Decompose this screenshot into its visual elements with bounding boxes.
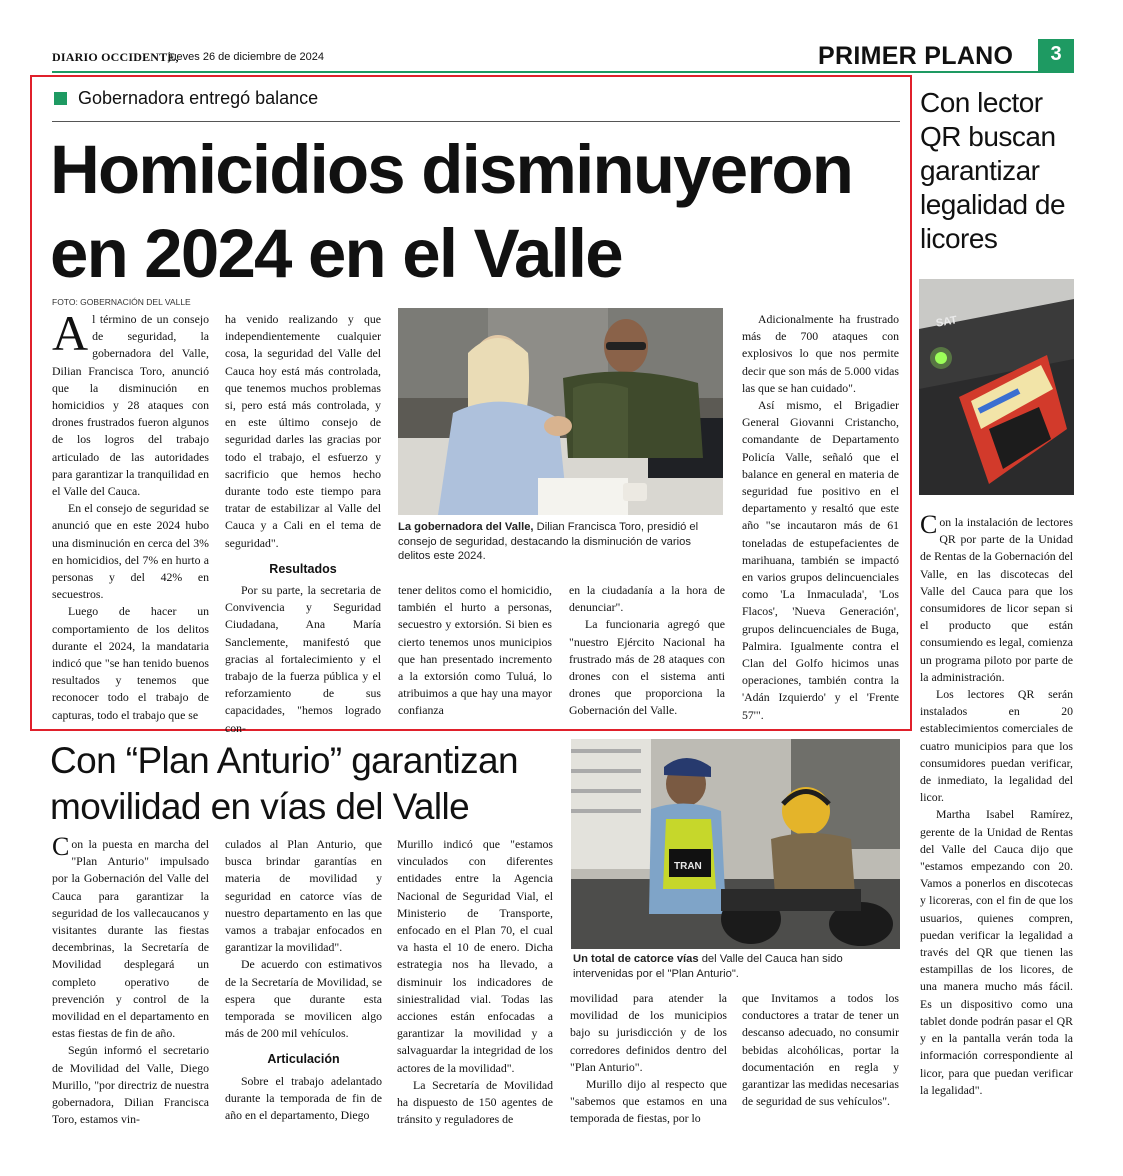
second-col-3 xyxy=(397,836,553,1128)
paper-name: DIARIO OCCIDENTE, xyxy=(52,50,179,64)
main-col-2 xyxy=(225,311,381,737)
paragraph: Murillo indicó que "estamos vinculados con diferentes entidades entre la Agencia Nacional de Seguridad Vial, el Ministerio de Transporte, enfocado en el Plan 70, el cual va hasta el 10 de enero. Dicha estrategia nos ha llevado, a disminuir los indicadores de siniestralidad vial. Todas las acciones están enfocadas a garantizar la movilidad y a salvaguardar la integridad de los actores de la movilidad". xyxy=(397,837,553,1075)
traffic-agent-photo-caption: Un total de catorce vías del Valle del Cauca han sido intervenidas por el "Plan Anturio". xyxy=(573,953,843,980)
kicker-square-icon xyxy=(54,92,67,105)
paragraph: Por su parte, la secretaria de Convivencia y Seguridad Ciudadana, Ana María Sanclemente, manifestó que gracias al fortalecimiento y el trabajo de la fuerza pública y el reforzamiento de sus capacidades, "hemos logrado con- xyxy=(225,583,381,735)
traffic-agent-photo xyxy=(571,739,900,949)
second-col-1: Con la puesta en marcha del "Plan Anturio" impulsado por la Gobernación del Valle del Cauca para garantizar la seguridad de los vallecaucanos y visitantes durante las fiestas decembrinas, la Secretaría de Movilidad desplegará un completo operativo de prevención y control de la movilidad en el departamento en estas fiestas de fin de año. Según informó el secretario de Movilidad del Valle, Diego Murillo, "por directriz de nuestra gobernadora, Dilian Francisca Toro, estamos vin- xyxy=(52,836,209,1128)
page-number: 3 xyxy=(1038,39,1074,71)
second-headline xyxy=(50,738,562,830)
paragraph: movilidad para atender la movilidad de los municipios bajo su jurisdicción y de los corredores definidos dentro del "Plan Anturio". xyxy=(570,991,727,1074)
main-col-1: Al término de un consejo de seguridad, la gobernadora del Valle, Dilian Francisca Toro, anunció que la disminución en homicidios y 28 ataques con drones frustrados fueron algunos de los logros del trabajo articulado de las autoridades para garantizar la tranquilidad en el Valle del Cauca. En el consejo de seguridad se anunció que en este 2024 hubo una disminución en cerca del 3% en homicidios, del 7% en hurto a personas y del 42% en secuestros. Luego de hacer un comportamiento de los delitos durante el 2024, la mandataria indicó que "se han tenido buenos resultados y tenemos que reconocer todo el trabajo de capturas, todo el trabajo que se xyxy=(52,311,209,724)
side-headline: Con lector QR buscan garantizar legalidad de licores xyxy=(920,87,1066,254)
paragraph: ha venido realizando y que independientemente cualquier cosa, la seguridad del Valle del Cauca hoy está más controlada, que tenemos muchos problemas si, pero está más controlada, y en este último consejo de seguridad darles las gracias por todo el trabajo, el esfuerzo y sacrificio que hemos hecho durante todo este tiempo para tratar de estabilizar al Valle del Cauca y a Cali en el tema de seguridad". xyxy=(225,312,381,550)
drop-cap: C xyxy=(920,510,938,539)
section-title: PRIMER PLANO xyxy=(818,42,1014,70)
vest-label: TRAN xyxy=(674,861,702,872)
kicker xyxy=(52,88,900,122)
main-headline xyxy=(50,128,910,296)
paragraph: De acuerdo con estimativos de la Secretaría de Movilidad, se espera que durante esta temporada se movilicen algo más de 200 mil vehículos. xyxy=(225,957,382,1041)
page-header xyxy=(52,44,1074,74)
main-headline-line1: Homicidios disminuyeron xyxy=(50,131,853,208)
paragraph: Los lectores QR serán instalados en 20 establecimientos comerciales de cuatro municipios para que los consumidores puedan verificar, de inmediato, la legalidad del licor. xyxy=(920,687,1073,805)
paragraph: culados al Plan Anturio, que busca brindar garantías en materia de movilidad y seguridad en catorce vías de nuestro departamento en las que vamos a trabajar enfocados en garantizar la movilidad". xyxy=(225,837,382,955)
qr-reader-photo-image xyxy=(919,279,1074,495)
governor-photo-caption: La gobernadora del Valle, Dilian Francisca Toro, presidió el consejo de seguridad, destacando la disminución de varios delitos este 2024. xyxy=(398,521,699,562)
side-body: Con la instalación de lectores QR por parte de la Unidad de Rentas de la Gobernación del Valle, en las discotecas del Valle del Cauca para que los consumidores de licor sepan si el producto que están consumiendo es legal, comienza un programa piloto por parte de la administración. Los lectores QR serán instalados en 20 establecimientos comerciales de cuatro municipios para que los consumidores puedan verificar, de inmediato, la legalidad del licor. Martha Isabel Ramírez, gerente de la Unidad de Rentas del Valle del Cauca dijo que "estamos empezando con 20. Vamos a ponerlos en discotecas y licoreras, con el fin de que los usuarios, quienes compren, puedan verificar la legalidad a través del QR que tienen las estampillas de los licores, de una manera mucho más fácil. Es un dispositivo como una tablet donde podrán pasar el QR y en la pantalla verán toda la información correspondiente al licor, para que puedan verificar la legalidad". xyxy=(920,514,1073,1099)
main-col-3 xyxy=(398,582,552,720)
second-col-2 xyxy=(225,836,382,1124)
paragraph: que Invitamos a todos los conductores a tratar de tener un descanso adecuado, no consumir bebidas alcohólicas, portar la documentación en regla y garantizar las medidas necesarias de seguridad de sus vehículos". xyxy=(742,991,899,1109)
main-headline-line2: en 2024 en el Valle xyxy=(50,215,622,292)
paragraph: Según informó el secretario de Movilidad del Valle, Diego Murillo, "por directriz de nuestra gobernadora, Dilian Francisca Toro, estamos vin- xyxy=(52,1043,209,1127)
photo-credit: FOTO: GOBERNACIÓN DEL VALLE xyxy=(52,297,191,307)
paragraph: Así mismo, el Brigadier General Giovanni Cristancho, comandante de Departamento Policía Valle, señaló que el balance en general en materia de seguridad fue positivo en el departamento y resaltó que este año "se incautaron más de 61 toneladas de estupefacientes de marihuana, también se impactó en varios grupos delincuenciales como 'La Inmaculada', 'Los Flacos', 'Nueva Generación', grupos delincuenciales de Buga, Palmira. Igualmente contra el Clan del Golfo hicimos unas operaciones, también contra la 'Adán Izquierdo' y el 'Frente 57'". xyxy=(742,398,899,722)
second-col-4 xyxy=(570,990,727,1128)
subhead-articulacion: Articulación xyxy=(267,1052,340,1067)
second-headline-line1: Con “Plan Anturio” garantizan xyxy=(50,740,518,781)
issue-date: jueves 26 de diciembre de 2024 xyxy=(168,51,324,63)
paragraph: La Secretaría de Movilidad ha dispuesto de 150 agentes de tránsito y reguladores de xyxy=(397,1077,553,1127)
drop-cap: A xyxy=(52,305,89,361)
second-col-5 xyxy=(742,990,899,1110)
paragraph: La funcionaria agregó que "nuestro Ejército Nacional ha frustrado más de 28 ataques con drones con el sistema anti drones que proporciona la Gobernación del Valle. xyxy=(569,617,725,718)
governor-photo-image xyxy=(398,308,723,515)
paragraph: tener delitos como el homicidio, también el hurto a personas, secuestro y extorsión. Si bien es cierto tenemos unos municipios que han presentado incremento a la extorsión como Tuluá, lo atribuimos a que hay una mayor confianza xyxy=(398,583,552,718)
header-rule xyxy=(52,71,1074,73)
paragraph: en la ciudadanía a la hora de denunciar". xyxy=(569,583,725,615)
qr-reader-photo xyxy=(919,279,1074,495)
drop-cap: C xyxy=(52,832,70,861)
main-col-4 xyxy=(569,582,725,720)
paragraph: Martha Isabel Ramírez, gerente de la Unidad de Rentas del Valle del Cauca dijo que "estamos empezando con 20. Vamos a ponerlos en discotecas y licoreras, con el fin de que los usuarios, quienes compren, puedan verificar la legalidad a través del QR que tienen las estampillas de los licores, de una manera mucho más fácil. Es un dispositivo como una tablet donde podrán pasar el QR y en la pantalla verán toda la información correspondiente al licor, para que puedan verificar la legalidad". xyxy=(920,807,1073,1097)
subhead-resultados: Resultados xyxy=(269,561,337,576)
photo-sat-label: SAT xyxy=(935,314,959,330)
governor-photo xyxy=(398,308,723,515)
second-headline-line2: movilidad en vías del Valle xyxy=(50,786,470,827)
traffic-agent-photo-image xyxy=(571,739,900,949)
paragraph: En el consejo de seguridad se anunció que en este 2024 hubo una disminución en cerca del 3% en homicidios, del 7% en hurto a personas y del 42% en secuestros. xyxy=(52,501,209,602)
paragraph: Luego de hacer un comportamiento de los delitos durante el 2024, la mandataria indicó que "se han tenido buenos resultados y tenemos que reconocer todo el trabajo de capturas, todo el trabajo que se xyxy=(52,604,209,722)
paragraph: Murillo dijo al respecto que "sabemos que estamos en una temporada de fiestas, por lo xyxy=(570,1077,727,1126)
paragraph: Sobre el trabajo adelantado durante la temporada de fin de año en el departamento, Diego xyxy=(225,1073,382,1123)
paragraph: Adicionalmente ha frustrado más de 700 ataques con explosivos lo que nos permite decir que son más de 5.000 vidas las que se han cuidado". xyxy=(742,312,899,395)
main-col-5 xyxy=(742,311,899,724)
kicker-text: Gobernadora entregó balance xyxy=(78,88,319,108)
